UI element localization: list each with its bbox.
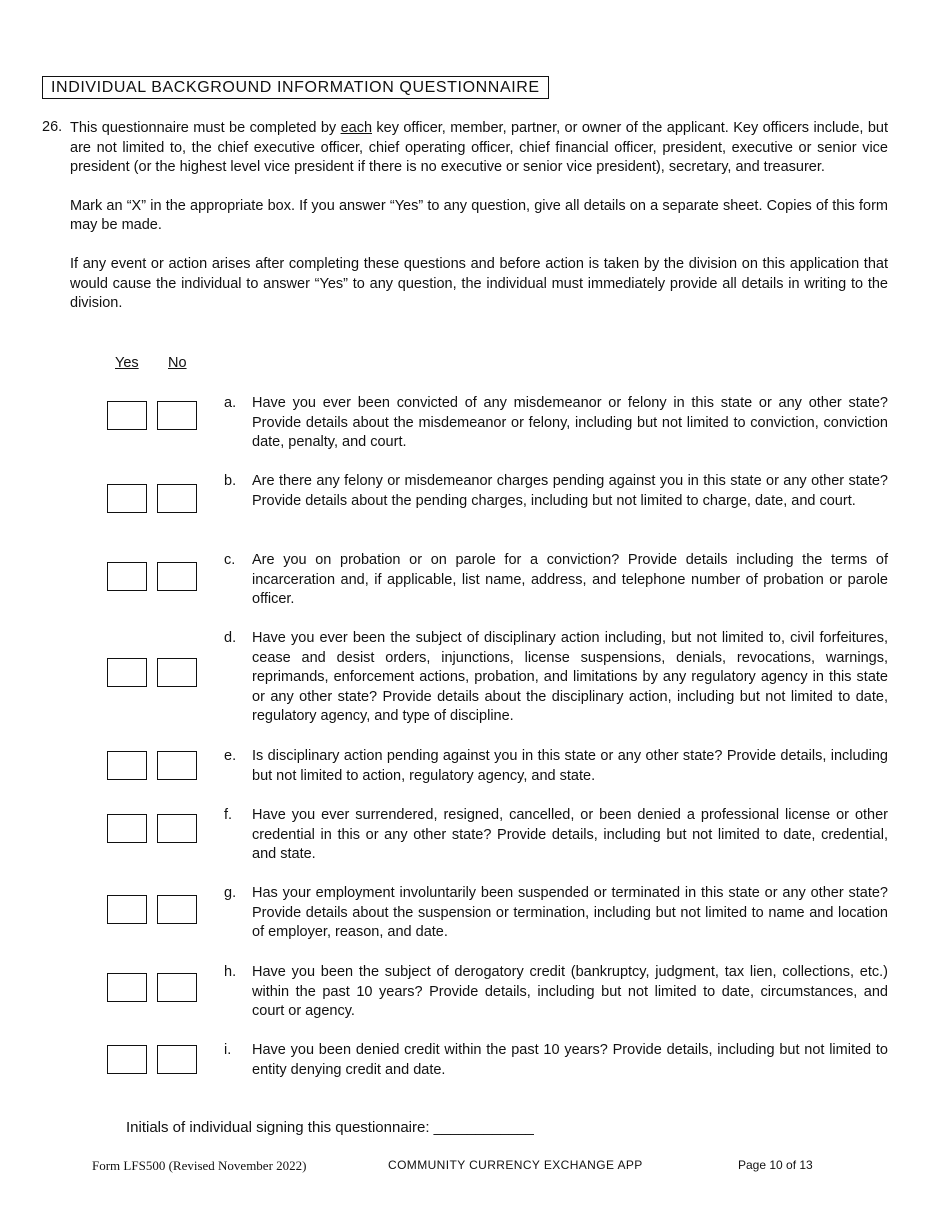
- no-checkbox-c[interactable]: [157, 562, 197, 591]
- no-checkbox-a[interactable]: [157, 401, 197, 430]
- footer-form-number: Form LFS500 (Revised November 2022): [92, 1158, 307, 1173]
- instructions-paragraph-3: If any event or action arises after completing these questions and before action is taken by the division on this application that would cause the individual to answer “Yes” to any question, the individual must immediately provide all details in writing to the division.: [70, 255, 888, 312]
- question-letter: b.: [224, 473, 237, 489]
- question-d: [224, 629, 888, 727]
- question-text: Are you on probation or on parole for a conviction? Provide details including the terms of incarceration and, if applicable, list name, address, and telephone number of probation or parole officer.: [252, 552, 888, 608]
- page-title: INDIVIDUAL BACKGROUND INFORMATION QUESTIONNAIRE: [42, 76, 549, 99]
- no-checkbox-i[interactable]: [157, 1045, 197, 1074]
- question-f: [224, 806, 888, 865]
- question-letter: i.: [224, 1042, 232, 1058]
- question-text: Are there any felony or misdemeanor charges pending against you in this state or any other state? Provide details about the pending charges, including but not limited to charge, date, and court.: [252, 473, 888, 509]
- yes-column-header: Yes: [115, 355, 139, 371]
- no-checkbox-b[interactable]: [157, 484, 197, 513]
- yes-checkbox-i[interactable]: [107, 1045, 147, 1074]
- question-text: Have you ever been the subject of disciplinary action including, but not limited to, civil forfeitures, cease and desist orders, injunctions, license suspensions, denials, revocations, warnings, reprimands, enforcement actions, probation, and limitations by any regulatory agency in this state or any other state? Provide details about the disciplinary action, including but not limited to date, regulatory agency, and type of discipline.: [252, 630, 888, 725]
- question-letter: c.: [224, 552, 236, 568]
- question-h: [224, 963, 888, 1022]
- question-g: [224, 884, 888, 943]
- item-number: 26.: [42, 119, 63, 135]
- question-text: Have you ever been convicted of any misdemeanor or felony in this state or any other state? Provide details about the misdemeanor or felony, including but not limited to conviction, conviction date, penalty, and court.: [252, 395, 888, 451]
- no-checkbox-g[interactable]: [157, 895, 197, 924]
- question-a: [224, 394, 888, 453]
- yes-checkbox-b[interactable]: [107, 484, 147, 513]
- emphasis-each: each: [340, 120, 373, 136]
- yes-checkbox-d[interactable]: [107, 658, 147, 687]
- question-b: [224, 472, 888, 511]
- no-checkbox-d[interactable]: [157, 658, 197, 687]
- question-i: [224, 1041, 888, 1080]
- initials-line[interactable]: Initials of individual signing this questionnaire: ____________: [126, 1119, 534, 1136]
- question-text: Has your employment involuntarily been suspended or terminated in this state or any other state? Provide details about the suspension or termination, including but not limited to name and location of employer, reason, and date.: [252, 885, 888, 941]
- instructions-paragraph-1: This questionnaire must be completed by each key officer, member, partner, or owner of the applicant. Key officers include, but are not limited to, the chief executive officer, chief operating officer, chief financial officer, president, executive or senior vice president (or the highest level vice president if there is no executive or senior vice president), secretary, and treasurer.: [70, 120, 888, 176]
- question-letter: d.: [224, 630, 237, 646]
- yes-checkbox-c[interactable]: [107, 562, 147, 591]
- question-text: Have you ever surrendered, resigned, cancelled, or been denied a professional license or other credential in this or any other state? Provide details, including but not limited to date, credential, and state.: [252, 807, 888, 863]
- question-text: Is disciplinary action pending against you in this state or any other state? Provide details, including but not limited to action, regulatory agency, and state.: [252, 748, 888, 784]
- question-letter: a.: [224, 395, 237, 411]
- question-letter: e.: [224, 748, 237, 764]
- question-letter: f.: [224, 807, 233, 823]
- footer-page-number: Page 10 of 13: [738, 1158, 813, 1172]
- no-checkbox-e[interactable]: [157, 751, 197, 780]
- instructions: [42, 119, 888, 333]
- no-column-header: No: [168, 355, 187, 371]
- yes-checkbox-e[interactable]: [107, 751, 147, 780]
- instructions-paragraph-2: Mark an “X” in the appropriate box. If you answer “Yes” to any question, give all details on a separate sheet. Copies of this form may be made.: [70, 197, 888, 234]
- yes-checkbox-g[interactable]: [107, 895, 147, 924]
- yes-checkbox-f[interactable]: [107, 814, 147, 843]
- question-text: Have you been denied credit within the past 10 years? Provide details, including but not limited to entity denying credit and date.: [252, 1042, 888, 1078]
- no-checkbox-h[interactable]: [157, 973, 197, 1002]
- yes-checkbox-h[interactable]: [107, 973, 147, 1002]
- yes-checkbox-a[interactable]: [107, 401, 147, 430]
- question-c: [224, 551, 888, 610]
- question-text: Have you been the subject of derogatory credit (bankruptcy, judgment, tax lien, collections, etc.) within the past 10 years? Provide details, including but not limited to date, circumstances, and court or agency.: [252, 964, 888, 1020]
- no-checkbox-f[interactable]: [157, 814, 197, 843]
- question-e: [224, 747, 888, 786]
- question-letter: h.: [224, 964, 237, 980]
- footer-app-name: COMMUNITY CURRENCY EXCHANGE APP: [388, 1158, 643, 1172]
- question-letter: g.: [224, 885, 237, 901]
